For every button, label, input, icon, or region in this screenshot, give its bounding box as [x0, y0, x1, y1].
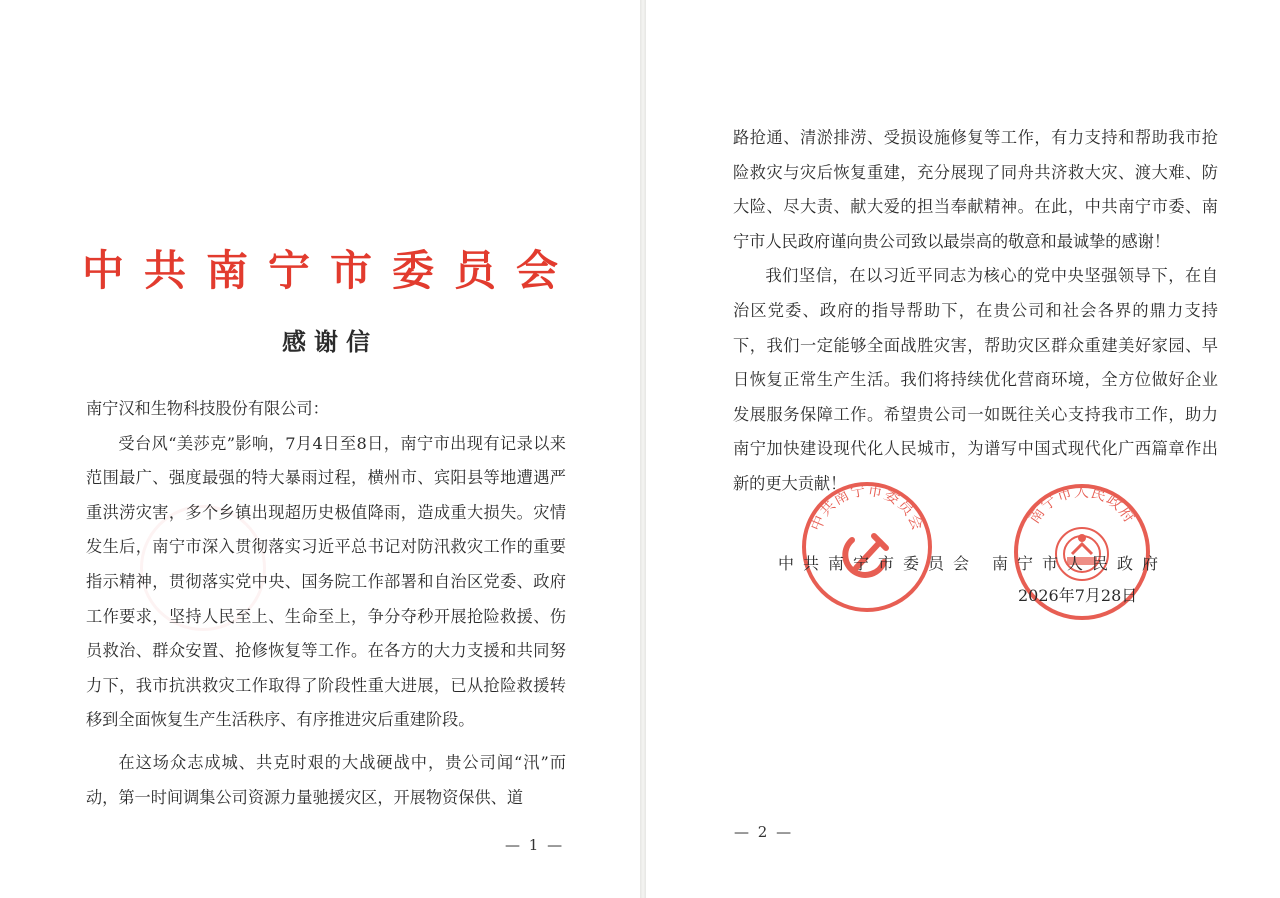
gov-seal-text: 南宁市人民政府 — [1024, 482, 1140, 527]
signer-party-committee: 中共南宁市委员会 — [778, 554, 979, 573]
paragraph-3: 路抢通、清淤排涝、受损设施修复等工作，有力支持和帮助我市抢险救灾与灾后恢复重建，充分展现了同舟共济救大灾、渡大难、防大险、尽大责、献大爱的担当奉献精神。在此，中共南宁市委、南宁市人民政府谨向贵公司致以最崇高的敬意和最诚挚的感谢！ — [733, 128, 1218, 251]
paragraph-2: 在这场众志成城、共克时艰的大战硬战中，贵公司闻“汛”而动，第一时间调集公司资源力量驰援灾区，开展物资保供、道 — [86, 752, 566, 807]
left-body — [86, 392, 566, 815]
page-number-2: — 2 — — [734, 823, 794, 841]
svg-text:南宁市人民政府 — [1025, 482, 1139, 526]
party-committee-seal — [800, 480, 934, 614]
addressee: 南宁汉和生物科技股份有限公司： — [86, 399, 329, 418]
paragraph-1: 受台风“美莎克”影响，7月4日至8日，南宁市出现有记录以来范围最广、强度最强的特大暴雨过程，横州市、宾阳县等地遭遇严重洪涝灾害，多个乡镇出现超历史极值降雨，造成重大损失。灾情发生后，南宁市深入贯彻落实习近平总书记对防汛救灾工作的重要指示精神，贯彻落实党中央、国务院工作部署和自治区党委、政府工作要求，坚持人民至上、生命至上，争分夺秒开展抢险救援、伤员救治、群众安置、抢修恢复等工作。在各方的大力支援和共同努力下，我市抗洪救灾工作取得了阶段性重大进展，已从抢险救援转移到全面恢复生产生活秩序、有序推进灾后重建阶段。 — [86, 433, 566, 730]
document-title: 感谢信 — [282, 327, 378, 356]
paragraph-4: 我们坚信，在以习近平同志为核心的党中央坚强领导下，在自治区党委、政府的指导帮助下，在贵公司和社会各界的鼎力支持下，我们一定能够全面战胜灾害，帮助灾区群众重建美好家园、早日恢复正常生产生活。我们将持续优化营商环境，全方位做好企业发展服务保障工作。希望贵公司一如既往关心支持我市工作，助力南宁加快建设现代化人民城市，为谱写中国式现代化广西篇章作出新的更大贡献！ — [733, 266, 1218, 493]
signer-government: 南宁市人民政府 — [992, 554, 1168, 573]
signing-date: 2026年7月28日 — [1018, 586, 1138, 605]
right-body — [733, 121, 1218, 502]
party-seal-text: 中共南宁市委员会 — [806, 480, 928, 534]
svg-text:中共南宁市委员会 — [807, 481, 927, 534]
page-number-1: — 1 — — [505, 836, 565, 854]
letterhead: 中共南宁市委员会 — [81, 246, 578, 295]
